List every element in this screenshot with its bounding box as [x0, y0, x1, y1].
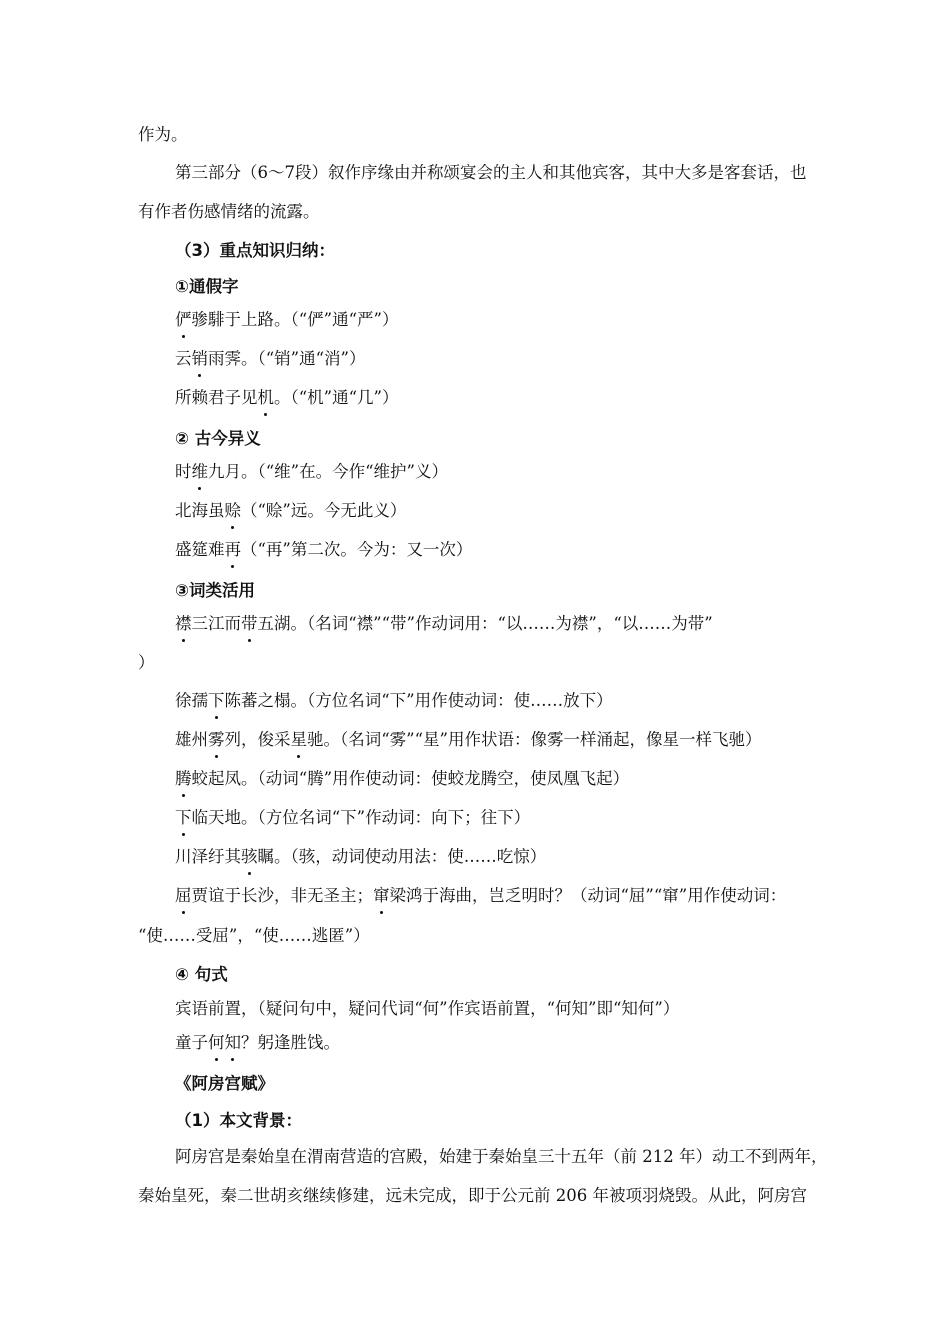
example-line: 屈贾谊于长沙，非无圣主；窜梁鸿于海曲，岂乏明时？（动词“屈”“窜”用作使动词：	[175, 886, 787, 905]
paragraph-line: 阿房宫是秦始皇在渭南营造的宫殿，始建于秦始皇三十五年（前 212 年）动工不到两年，	[175, 1147, 828, 1166]
example-line: 宾语前置，（疑问句中，疑问代词“何”作宾语前置，“何知”即“知何”）	[175, 999, 680, 1018]
emphasis-char: 销	[191, 349, 208, 368]
emphasis-char: 星	[290, 730, 307, 749]
emphasis-char: 襟	[175, 614, 192, 633]
emphasis-char: 骇	[241, 847, 258, 866]
emphasis-char: 下	[175, 808, 192, 827]
example-line: 襟三江而带五湖。（名词“襟”“带”作动词用：“以……为襟”，“以……为带”	[175, 614, 713, 633]
section-heading: （3）重点知识归纳：	[175, 241, 335, 260]
example-line: 北海虽赊（“赊”远。今无此义）	[175, 501, 407, 520]
example-line: “使……受屈”，“使……逃匿”）	[138, 926, 370, 945]
example-line: 俨骖騑于上路。（“俨”通“严”）	[175, 310, 399, 329]
example-line: 下临天地。（方位名词“下”作动词：向下；往下）	[175, 808, 531, 827]
subsection-heading: ④ 句式	[175, 965, 228, 984]
subsection-heading: ② 古今异义	[175, 429, 261, 448]
example-line: 腾蛟起凤。（动词“腾”用作使动词：使蛟龙腾空，使凤凰飞起）	[175, 769, 630, 788]
example-line: 盛筵难再（“再”第二次。今为：又一次）	[175, 540, 473, 559]
emphasis-char: 知	[224, 1033, 241, 1052]
emphasis-char: 赊	[224, 501, 241, 520]
emphasis-char: 雾	[208, 730, 225, 749]
essay-title: 《阿房宫赋》	[175, 1074, 274, 1093]
example-line: 时维九月。（“维”在。今作“维护”义）	[175, 462, 448, 481]
example-line: 川泽纡其骇瞩。（骇，动词使动用法：使……吃惊）	[175, 847, 547, 866]
emphasis-char: 再	[224, 540, 241, 559]
emphasis-char: 腾	[175, 769, 192, 788]
emphasis-char: 俨	[175, 310, 192, 329]
example-line: ）	[138, 653, 155, 672]
section-heading: （1）本文背景：	[175, 1111, 302, 1130]
emphasis-char: 机	[257, 388, 274, 407]
emphasis-char: 下	[208, 691, 225, 710]
emphasis-char: 何	[208, 1033, 225, 1052]
paragraph-line: 第三部分（6～7段）叙作序缘由并称颂宴会的主人和其他宾客，其中大多是客套话，也	[175, 163, 807, 182]
emphasis-char: 屈	[175, 886, 192, 905]
example-line: 童子何知？躬逢胜饯。	[175, 1033, 340, 1052]
subsection-heading: ③词类活用	[175, 581, 255, 600]
paragraph-line: 作为。	[138, 125, 188, 144]
example-line: 云销雨霁。（“销”通“消”）	[175, 349, 366, 368]
emphasis-char: 带	[241, 614, 258, 633]
emphasis-char: 维	[191, 462, 208, 481]
example-line: 徐孺下陈蕃之榻。（方位名词“下”用作使动词：使……放下）	[175, 691, 613, 710]
emphasis-char: 窜	[373, 886, 390, 905]
example-line: 雄州雾列，俊采星驰。（名词“雾”“星”用作状语：像雾一样涌起，像星一样飞驰）	[175, 730, 762, 749]
paragraph-line: 秦始皇死，秦二世胡亥继续修建，远未完成，即于公元前 206 年被项羽烧毁。从此，阿房宫	[138, 1186, 807, 1205]
subsection-heading: ①通假字	[175, 277, 239, 296]
example-line: 所赖君子见机。（“机”通“几”）	[175, 388, 399, 407]
paragraph-line: 有作者伤感情绪的流露。	[138, 202, 320, 221]
